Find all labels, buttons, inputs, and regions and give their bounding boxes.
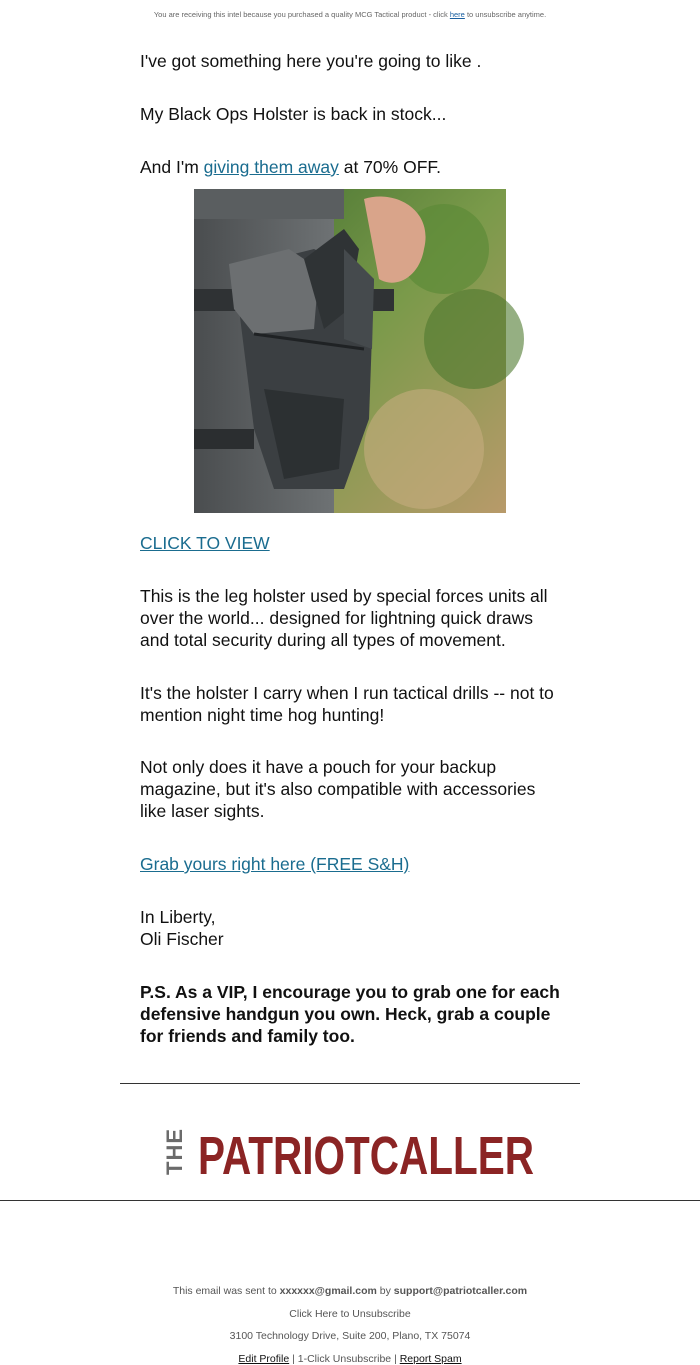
notice-text-before: You are receiving this intel because you purchased a quality MCG Tactical product - click	[153, 10, 450, 19]
footer-separator: |	[292, 1353, 295, 1365]
sender-email: support@patriotcaller.com	[393, 1285, 528, 1297]
click-to-view-link[interactable]: CLICK TO VIEW	[140, 533, 270, 553]
sent-by-prefix: by	[376, 1285, 394, 1297]
report-spam-link[interactable]: Report Spam	[399, 1353, 462, 1365]
footer-sent-to	[0, 1285, 700, 1297]
discount-text-before: And I'm	[140, 157, 204, 177]
holster-product-image[interactable]	[194, 189, 506, 513]
unsubscribe-notice	[0, 10, 700, 19]
pouch-description: Not only does it have a pouch for your backup magazine, but it's also compatible with accessories like laser sights.	[140, 757, 536, 821]
footer-separator: |	[394, 1353, 397, 1365]
sent-to-prefix: This email was sent to	[172, 1285, 280, 1297]
footer-links	[0, 1353, 700, 1365]
grab-yours-paragraph	[140, 853, 565, 875]
footer-address: 3100 Technology Drive, Suite 200, Plano, TX 75074	[229, 1330, 471, 1342]
recipient-email: xxxxxx@gmail.com	[279, 1285, 377, 1297]
footer-unsubscribe[interactable]: Click Here to Unsubscribe	[289, 1308, 411, 1320]
patriot-caller-logo[interactable]	[162, 1120, 542, 1186]
signoff	[140, 906, 565, 950]
giving-away-link[interactable]: giving them away	[203, 157, 339, 177]
tactical-drills-line: It's the holster I carry when I run tactical drills -- not to mention night time hog hunting!	[140, 683, 554, 725]
notice-text-after: to unsubscribe anytime.	[464, 10, 547, 19]
back-in-stock-line: My Black Ops Holster is back in stock...	[140, 104, 447, 124]
holster-description: This is the leg holster used by special forces units all over the world... designed for lightning quick draws and total security during all types of movement.	[140, 586, 548, 650]
discount-line	[140, 156, 565, 178]
logo-name: PATRIOTCALLER	[198, 1126, 534, 1186]
click-to-view-paragraph	[140, 532, 565, 554]
signoff-greeting: In Liberty,	[140, 907, 216, 927]
grab-yours-link[interactable]: Grab yours right here (FREE S&H)	[140, 854, 410, 874]
discount-text-after: at 70% OFF.	[338, 157, 441, 177]
edit-profile-link[interactable]: Edit Profile	[238, 1353, 290, 1365]
signoff-name: Oli Fischer	[140, 929, 224, 949]
divider-top	[120, 1083, 580, 1084]
logo-prefix: THE	[162, 1128, 187, 1175]
postscript: P.S. As a VIP, I encourage you to grab one for each defensive handgun you own. Heck, grab a couple for friends and family too.	[140, 982, 560, 1046]
one-click-unsubscribe-link[interactable]: 1-Click Unsubscribe	[297, 1353, 392, 1365]
notice-unsubscribe-link[interactable]: here	[449, 10, 465, 19]
holster-image-illustration	[194, 189, 506, 513]
intro-line: I've got something here you're going to like .	[140, 51, 482, 71]
divider-bottom	[0, 1200, 700, 1201]
